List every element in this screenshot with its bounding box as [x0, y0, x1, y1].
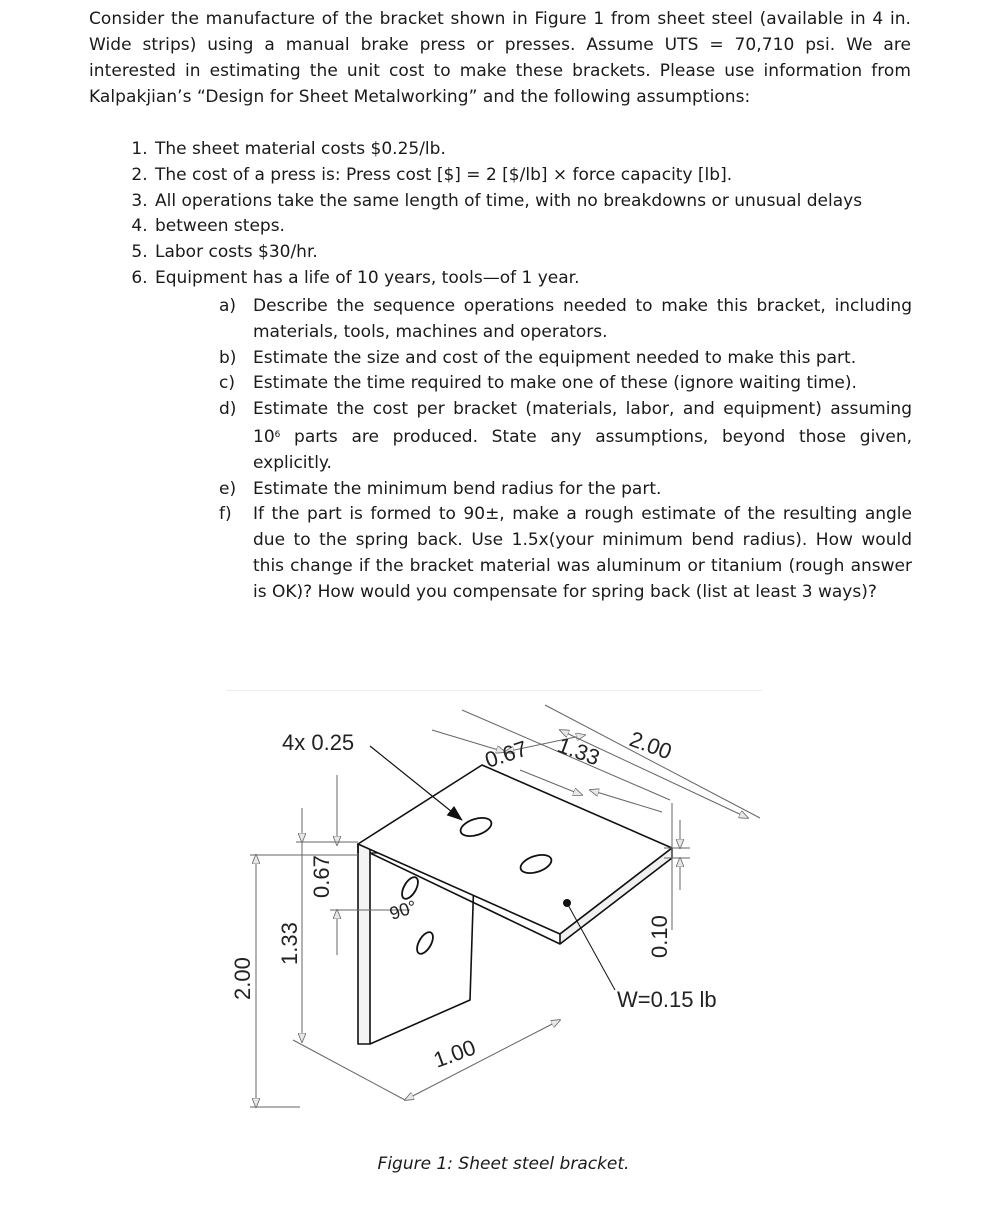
question-text: Estimate the minimum bend radius for the part.: [253, 478, 662, 499]
dim-top-200: 2.00: [626, 726, 676, 765]
question-d: [219, 397, 912, 476]
question-text-part2: parts are produced. State any assumptions, beyond those given, explicitly.: [253, 426, 912, 473]
exponent: 6: [274, 429, 281, 440]
question-c: [219, 371, 912, 397]
assumptions-list: [119, 137, 953, 292]
question-label: b): [219, 347, 237, 368]
question-text: If the part is formed to 90±, make a rough estimate of the resulting angle due to the spring back. Use 1.5x(your minimum bend radius). How would this change if the bracket material was aluminum or titanium (rough answer is OK)? How would you compensate for spring back (list at least 3 ways)?: [253, 504, 912, 602]
question-b: [219, 346, 912, 372]
question-text-part1: Estimate the cost per bracket (materials, labor, and equipment) assuming 10: [253, 399, 912, 447]
question-e: [219, 477, 912, 503]
figure-caption: Figure 1: Sheet steel bracket.: [377, 1154, 630, 1174]
dim-left-133: 1.33: [277, 922, 302, 965]
bend-angle-label: 90°: [387, 896, 420, 924]
assumption-item: 4. between steps.: [153, 214, 953, 240]
assumption-item: 1. The sheet material costs $0.25/lb.: [153, 137, 953, 163]
dim-top-067: 0.67: [481, 735, 531, 773]
question-label: e): [219, 478, 237, 499]
question-text: Estimate the size and cost of the equipment needed to make this part.: [253, 347, 857, 368]
assumption-item: 2. The cost of a press is: Press cost [$] = 2 [$/lb] × force capacity [lb].: [153, 163, 953, 189]
bracket-figure: [226, 690, 766, 1124]
dim-left-200: 2.00: [230, 957, 255, 1000]
question-f: [219, 502, 912, 605]
assumption-item: 5. Labor costs $30/hr.: [153, 240, 953, 266]
dim-left-067: 0.67: [309, 855, 334, 898]
bracket-drawing: [226, 690, 766, 1120]
dim-bottom-100: 1.00: [430, 1034, 479, 1073]
weight-label: W=0.15 lb: [617, 987, 717, 1012]
question-label: d): [219, 399, 237, 420]
assumption-item: 3. All operations take the same length of time, with no breakdowns or unusual delays: [153, 189, 953, 215]
question-label: f): [219, 504, 232, 525]
question-label: c): [219, 373, 235, 394]
question-a: [219, 294, 912, 346]
dim-top-133: 1.33: [554, 732, 604, 771]
holes-callout: 4x 0.25: [282, 730, 355, 755]
question-label: a): [219, 296, 237, 316]
question-text: Estimate the time required to make one of these (ignore waiting time).: [253, 373, 857, 394]
questions-list: [219, 294, 912, 606]
dim-thickness: 0.10: [647, 915, 672, 958]
assumption-item: 6. Equipment has a life of 10 years, tools—of 1 year.: [153, 266, 953, 292]
question-text: Describe the sequence operations needed to make this bracket, including materials, tools, machines and operators.: [253, 296, 912, 342]
problem-intro: Consider the manufacture of the bracket shown in Figure 1 from sheet steel (available in 4 in. Wide strips) using a manual brake press or presses. Assume UTS = 70,710 psi. We are interested in estimating the unit cost to make these brackets. Please use information from Kalpakjian’s “Design for Sheet Metalworking” and the following assumptions:: [89, 9, 911, 107]
